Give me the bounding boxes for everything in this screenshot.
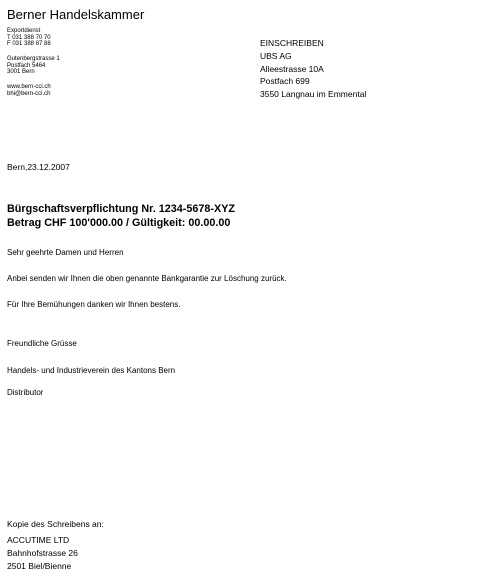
signature-role: Distributor [7,388,44,397]
delivery-type: EINSCHREIBEN [260,38,324,48]
sender-web-block [7,84,51,97]
sender-email: bhi@bern-cci.ch [7,90,51,97]
sender-phone: T 031 388 70 70 [7,34,51,41]
sender-fax: F 031 388 87 88 [7,41,51,47]
copy-recipient-line: Bahnhofstrasse 26 [7,547,78,558]
body-paragraph-1: Anbei senden wir Ihnen die oben genannte Bankgarantie zur Löschung zurück. [7,274,287,283]
recipient-address-block [260,37,366,101]
sender-address-block [7,56,60,76]
recipient-line: 3550 Langnau im Emmental [260,89,367,100]
salutation: Sehr geehrte Damen und Herren [7,248,124,257]
copy-recipient-line: 2501 Biel/Bienne [7,560,72,571]
subject-line-2: Betrag CHF 100'000.00 / Gültigkeit: 00.00.00 [7,216,231,229]
sender-po-box: Postfach 5464 [7,62,46,69]
letter-date: Bern,23.12.2007 [7,162,70,172]
recipient-line: Postfach 699 [260,76,310,87]
sender-contact-block [7,28,51,48]
organization-name: Berner Handelskammer [7,7,145,22]
sender-street: Gutenbergstrasse 1 [7,56,60,62]
sender-city: 3001 Bern [7,69,35,75]
sender-website: www.bern-cci.ch [7,84,51,90]
recipient-line: UBS AG [260,50,292,61]
signature-organization: Handels- und Industrieverein des Kantons Bern [7,366,176,375]
body-paragraph-2: Für Ihre Bemühungen danken wir Ihnen bestens. [7,300,181,309]
closing-phrase: Freundliche Grüsse [7,339,77,348]
sender-department: Exportdienst [7,28,41,34]
copy-recipient-block [7,534,78,572]
subject-line-1: Bürgschaftsverpflichtung Nr. 1234-5678-XYZ [7,203,236,215]
copy-recipient-line: ACCUTIME LTD [7,535,70,545]
subject-block [7,203,235,230]
recipient-line: Alleestrasse 10A [260,63,324,74]
copy-label: Kopie des Schreibens an: [7,519,104,529]
